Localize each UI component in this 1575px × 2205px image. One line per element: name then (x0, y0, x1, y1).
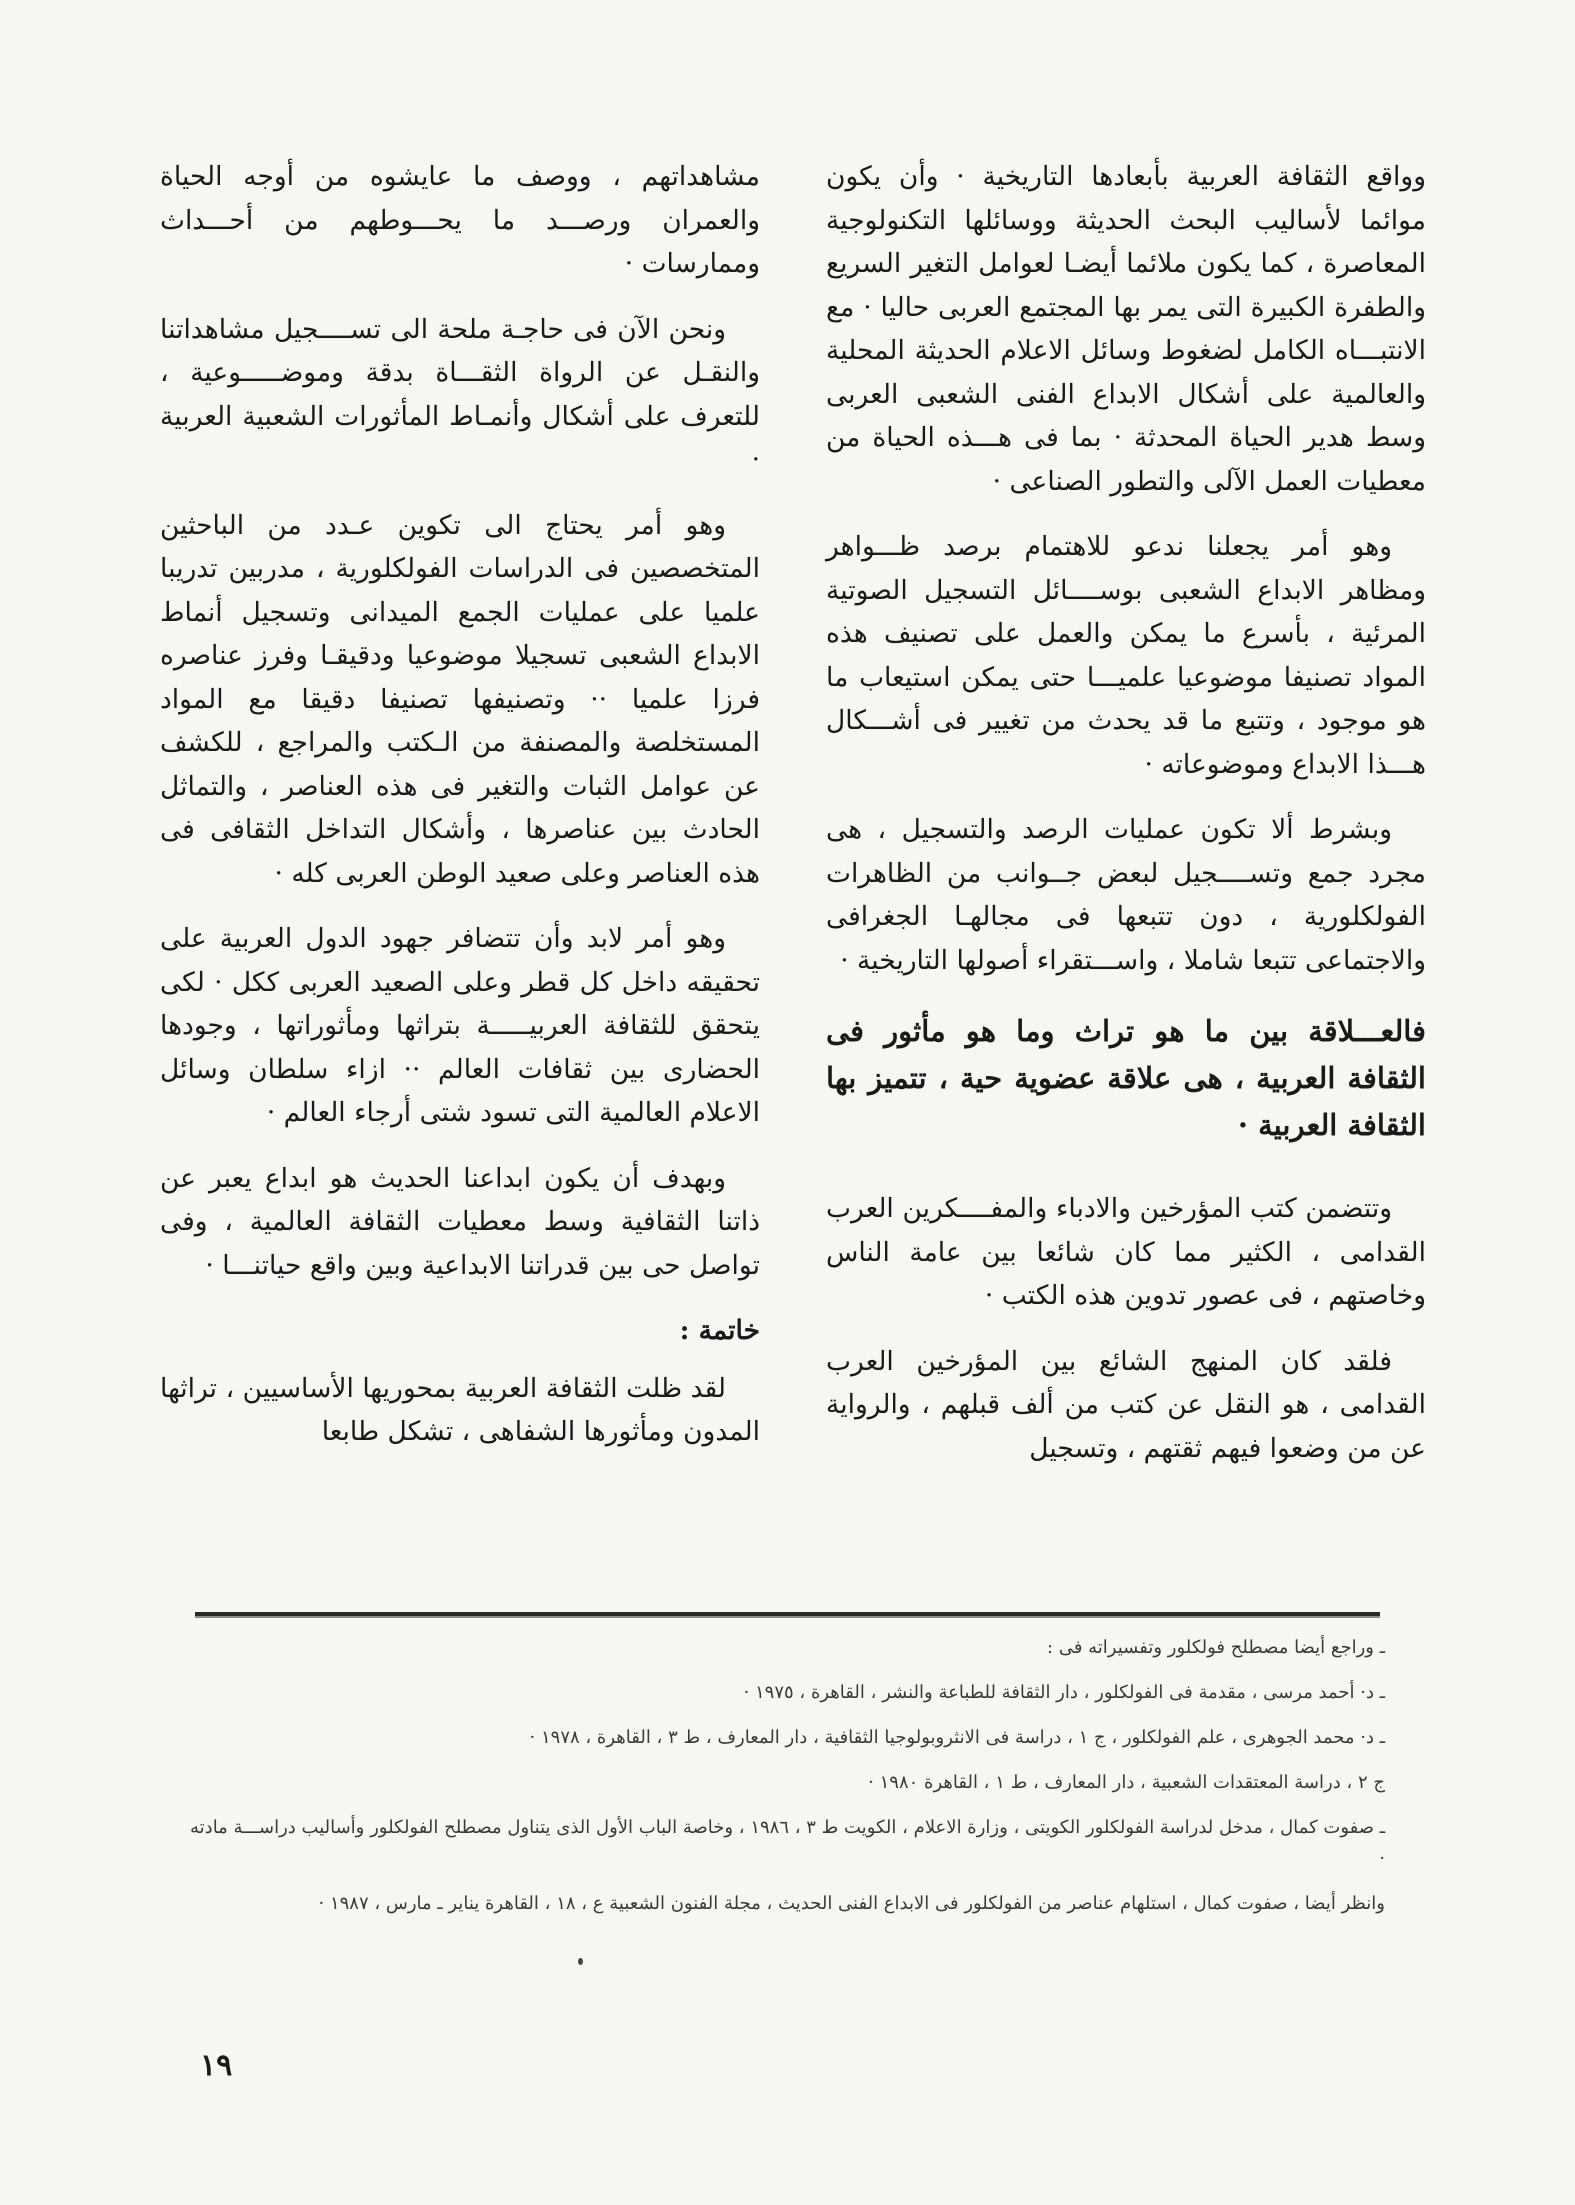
conclusion-heading: خاتمة : (679, 1315, 760, 1346)
footnote: وانظر أيضا ، صفوت كمال ، استلهام عناصر من الفولكلور فى الابداع الفنى الحديث ، مجلة الفنون الشعبية ع ، ١٨ ، القاهرة يناير ـ مارس ، ١٩٨٧ · (318, 1893, 1385, 1914)
footnote: ج ٢ ، دراسة المعتقدات الشعبية ، دار المعارف ، ط ١ ، القاهرة ١٩٨٠ · (868, 1772, 1385, 1793)
paragraph: وهو أمر يجعلنا ندعو للاهتمام برصد ظـــواهر ومظاهر الابداع الشعبى بوســــائل التسجيل الصوتية المرئية ، بأسرع ما يمكن والعمل على تصنيف هذه المواد تصنيفا موضوعيا علميـــا حتى يمكن استيعاب ما هو موجود ، وتتبع ما قد يحدث من تغيير فى أشـــكال هـــذا الابداع وموضوعاته · (826, 531, 1426, 780)
left-column (160, 155, 760, 1476)
paragraph: وتتضمن كتب المؤرخين والادباء والمفــــكرين العرب القدامى ، الكثير مما كان شائعا بين عامة الناس وخاصتهم ، فى عصور تدوين هذه الكتب · (826, 1193, 1426, 1311)
paragraph: مشاهداتهم ، ووصف ما عايشوه من أوجه الحياة والعمران ورصـــد ما يحـــوطهم من أحـــداث وممارسات · (160, 161, 760, 279)
paragraph: وهو أمر لابد وأن تتضافر جهود الدول العربية على تحقيقه داخل كل قطر وعلى الصعيد العربى ككل · لكى يتحقق للثقافة العربيـــــة بتراثها ومأثوراتها ، وجودها الحضارى بين ثقافات العالم ·· ازاء سلطان وسائل الاعلام العالمية التى تسود شتى أرجاء العالم · (160, 923, 760, 1128)
section-heading: فالعـــلاقة بين ما هو تراث وما هو مأثور فى الثقافة العربية ، هى علاقة عضوية حية ، تتميز بها الثقافة العربية · (826, 1014, 1426, 1142)
paragraph: فلقد كان المنهج الشائع بين المؤرخين العرب القدامى ، هو النقل عن كتب من ألف قبلهم ، والرواية عن من وضعوا فيهم ثقتهم ، وتسجيل (826, 1345, 1426, 1464)
paragraph: وهو أمر يحتاج الى تكوين عـدد من الباحثين المتخصصين فى الدراسات الفولكلورية ، مدربين تدريبا علميا على عمليات الجمع الميدانى وتسجيل أنماط الابداع الشعبى تسجيلا موضوعيا ودقيقـا وفرز عناصره فرزا علميا ·· وتصنيفها تصنيفا دقيقا مع المواد المستخلصة والمصنفة من الـكتب والمراجع ، للكشف عن عوامل الثبات والتغير فى هذه العناصر ، والتماثل الحادث بين عناصرها ، وأشكال التداخل الثقافى فى هذه العناصر وعلى صعيد الوطن العربى كله · (160, 509, 760, 889)
right-column (826, 155, 1426, 1492)
paragraph: وبشرط ألا تكون عمليات الرصد والتسجيل ، هى مجرد جمع وتســــجيل لبعض جــوانب من الظاهرات الفولكلورية ، دون تتبعها فى مجالهـا الجغرافى والاجتماعى تتبعا شاملا ، واســـتقراء أصولها التاريخية · (826, 814, 1426, 976)
footnote: ـ وراجع أيضا مصطلح فولكلور وتفسيراته فى : (1047, 1637, 1385, 1658)
footnotes (190, 1632, 1385, 1933)
paragraph: وبهدف أن يكون ابداعنا الحديث هو ابداع يعبر عن ذاتنا الثقافية وسط معطيات الثقافة العالمية ، وفى تواصل حى بين قدراتنا الابداعية وبين واقع حياتنـــا · (160, 1162, 760, 1281)
footnote-separator (195, 1612, 1380, 1618)
footnote: ـ د· محمد الجوهرى ، علم الفولكلور ، ج ١ ، دراسة فى الانثروبولوجيا الثقافية ، دار المعارف ، ط ٣ ، القاهرة ، ١٩٧٨ · (529, 1727, 1385, 1748)
print-speck (578, 1958, 583, 1965)
paragraph: ونحن الآن فى حاجـة ملحة الى تســــجيل مشاهداتنا والنقـل عن الرواة الثقـــاة بدقة وموضـــــوعية ، للتعرف على أشكال وأنمـاط المأثورات الشعبية العربية · (160, 313, 760, 475)
page-number: ١٩ (200, 2048, 233, 2083)
paragraph: لقد ظلت الثقافة العربية بمحوريها الأساسيين ، تراثها المدون ومأثورها الشفاهى ، تشكل طابعا (160, 1372, 760, 1447)
footnote: ـ صفوت كمال ، مدخل لدراسة الفولكلور الكويتى ، وزارة الاعلام ، الكويت ط ٣ ، ١٩٨٦ ، وخاصة الباب الأول الذى يتناول مصطلح الفولكلور وأساليب دراســـة مادته · (190, 1817, 1385, 1869)
footnote: ـ د· أحمد مرسى ، مقدمة فى الفولكلور ، دار الثقافة للطباعة والنشر ، القاهرة ، ١٩٧٥ · (743, 1682, 1385, 1703)
paragraph: وواقع الثقافة العربية بأبعادها التاريخية · وأن يكون موائما لأساليب البحث الحديثة ووسائلها التكنولوجية المعاصرة ، كما يكون ملائما أيضـا لعوامل التغير السريع والطفرة الكبيرة التى يمر بها المجتمع العربى حاليا · مع الانتبـــاه الكامل لضغوط وسائل الاعلام الحديثة المحلية والعالمية على أشكال الابداع الفنى الشعبى العربى وسط هدير الحياة المحدثة · بما فى هـــذه الحياة من معطيات العمل الآلى والتطور الصناعى · (826, 161, 1426, 497)
